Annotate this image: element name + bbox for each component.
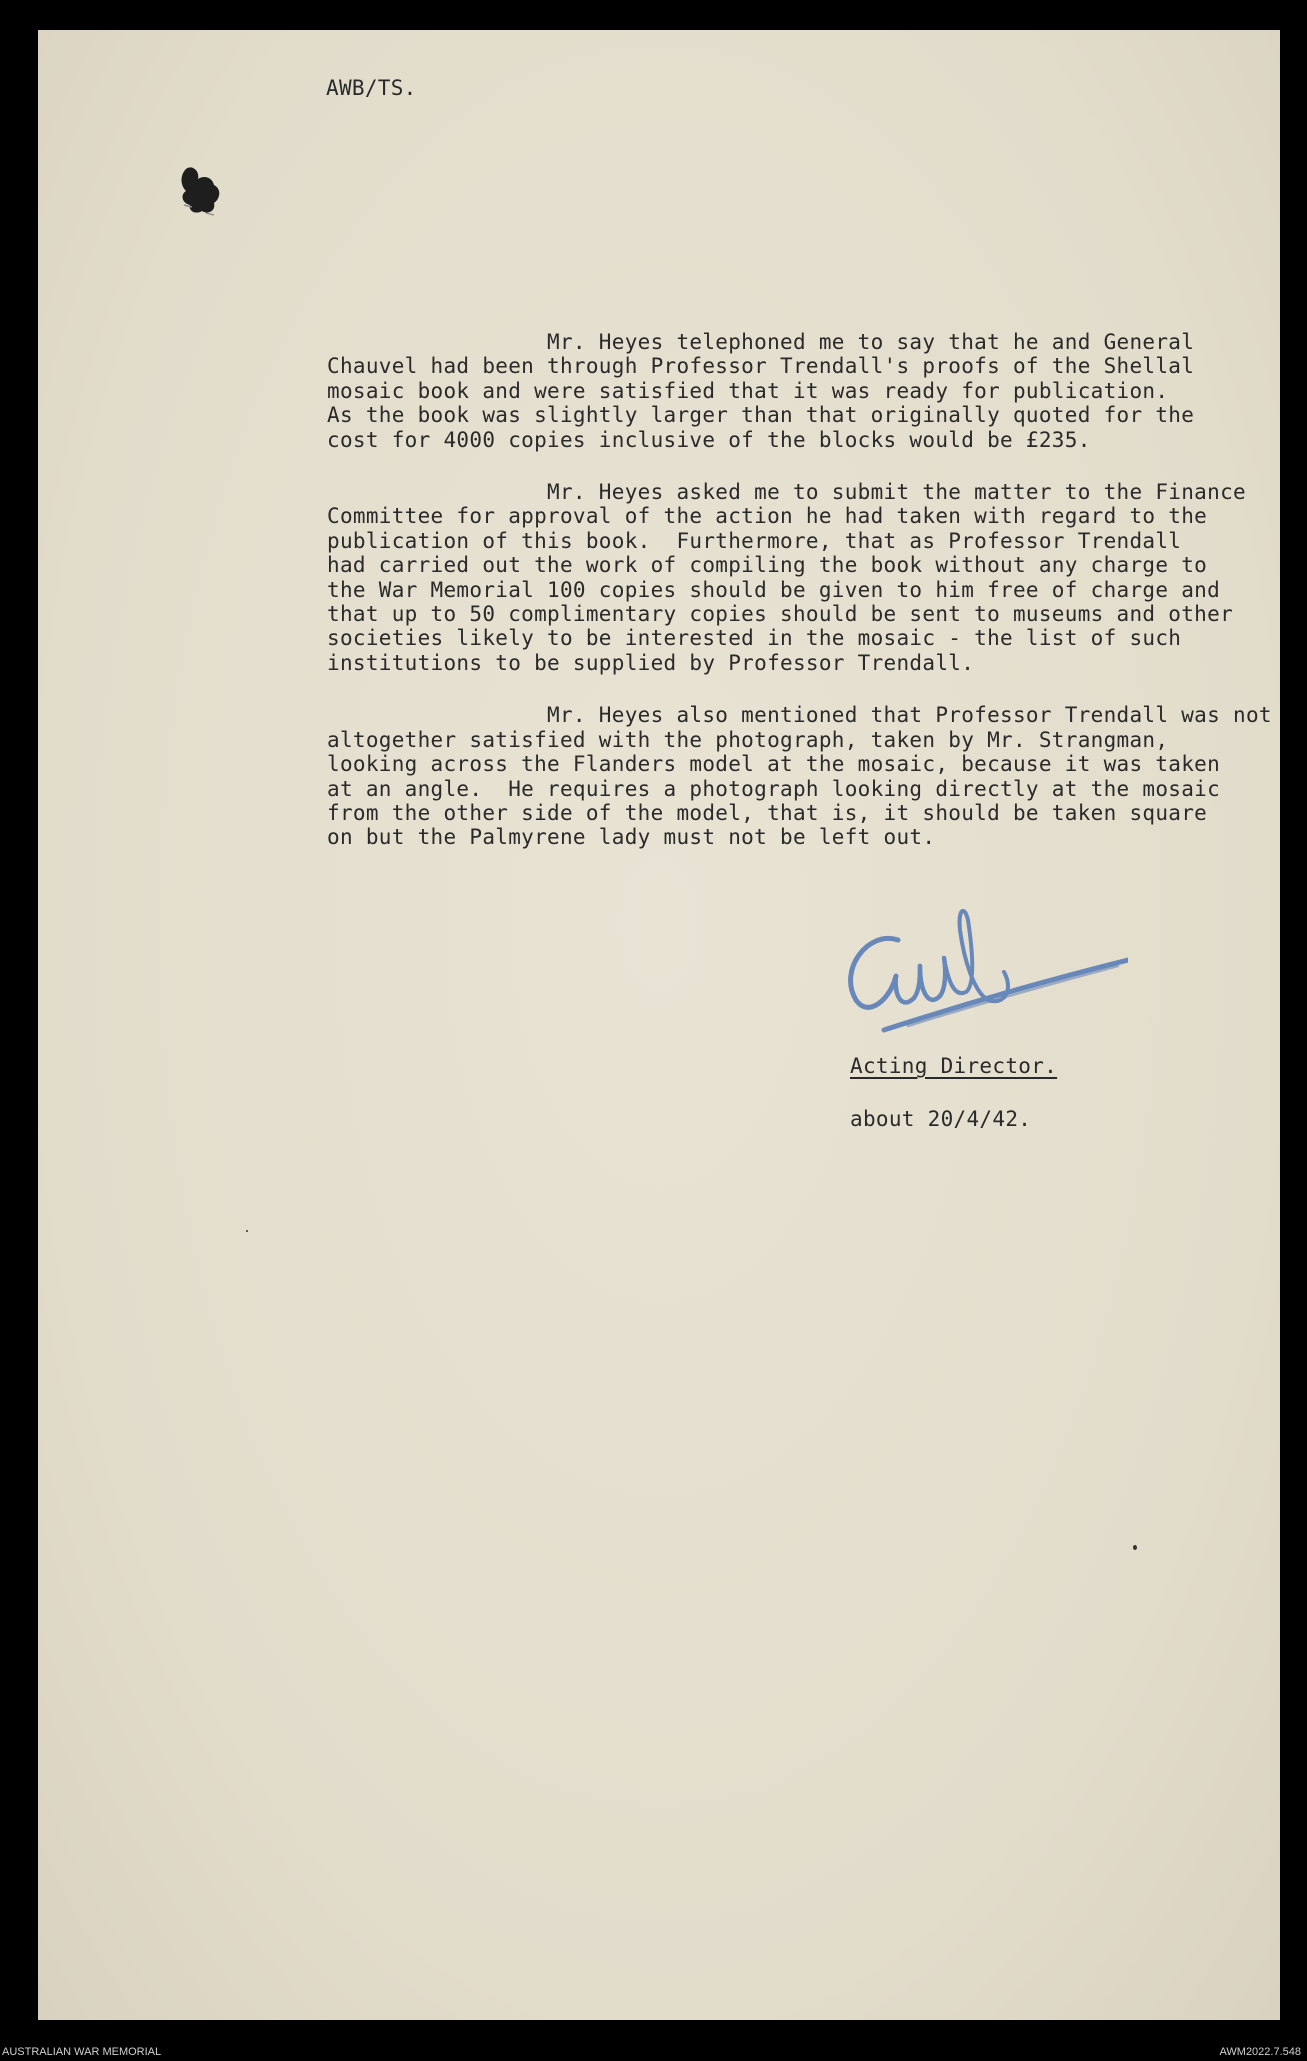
document-page	[38, 30, 1280, 2020]
footer-accession-number: AWM2022.7.548	[1219, 2046, 1301, 2058]
paragraph: Mr. Heyes also mentioned that Professor Trendall was not altogether satisfied with the photograph, taken by Mr. Strangman, looking across the Flanders model at the mosaic, because it was taken at an angle. He requires a photograph looking directly at the mosaic from the other side of the model, that is, it should be taken square on but the Palmyrene lady must not be left out.	[327, 703, 1272, 850]
footer-institution: AUSTRALIAN WAR MEMORIAL	[2, 2046, 162, 2058]
handwritten-signature	[828, 880, 1128, 1070]
footer-bar	[0, 2039, 1307, 2061]
paragraph: Mr. Heyes telephoned me to say that he and General Chauvel had been through Professor Trendall's proofs of the Shellal mosaic book and were satisfied that it was ready for publication. As the book was slightly larger than that originally quoted for the cost for 4000 copies inclusive of the blocks would be £235.	[327, 330, 1195, 452]
signatory-title: Acting Director.	[850, 1054, 1058, 1078]
paragraph: Mr. Heyes asked me to submit the matter to the Finance Committee for approval of the action he had taken with regard to the publication of this book. Furthermore, that as Professor Trendall had carried out the work of compiling the book without any charge to the War Memorial 100 copies should be given to him free of charge and that up to 50 complimentary copies should be sent to museums and other societies likely to be interested in the mosaic - the list of such institutions to be supplied by Professor Trendall.	[327, 480, 1246, 675]
paper-speck	[1133, 1545, 1137, 1550]
date: about 20/4/42.	[850, 1107, 1032, 1131]
punch-hole-icon	[178, 165, 224, 217]
paper-speck	[246, 1230, 248, 1232]
letter-body	[327, 330, 1272, 878]
file-reference: AWB/TS.	[326, 76, 417, 100]
